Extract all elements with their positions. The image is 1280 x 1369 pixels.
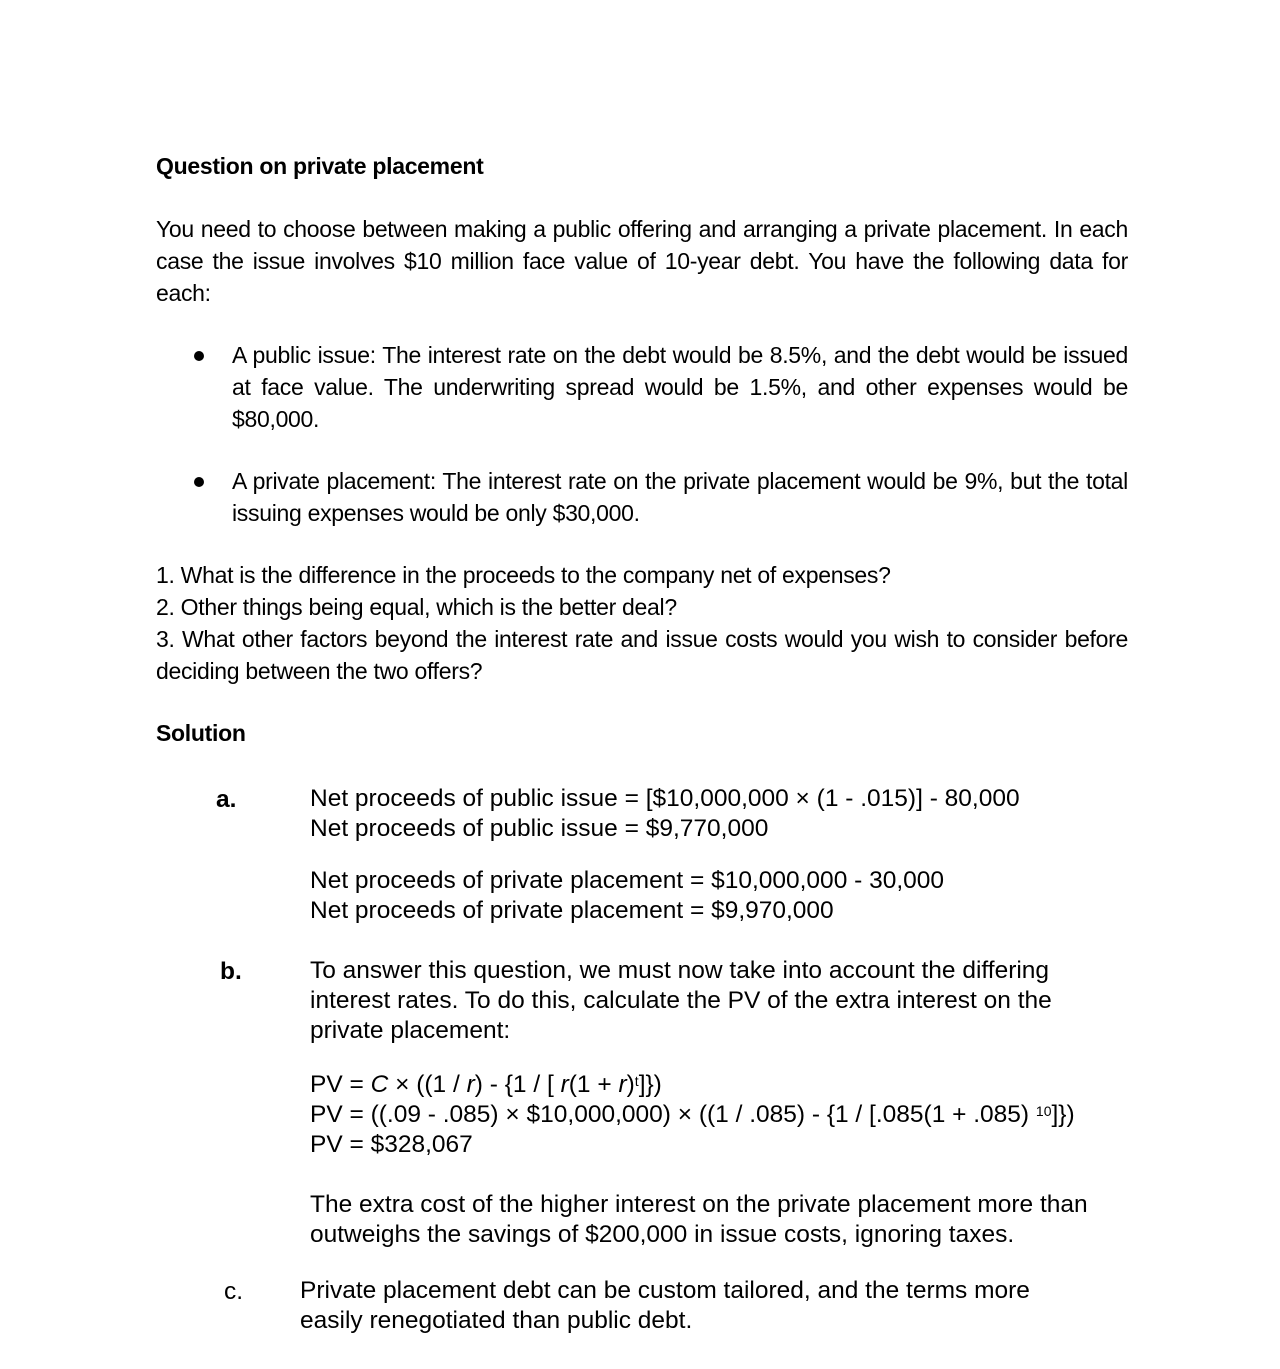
question-3: 3. What other factors beyond the interest rate and issue costs would you wish to consider before deciding between the two offers? [156, 626, 1128, 684]
solution-a-block [310, 784, 1140, 926]
solution-b-block [310, 956, 1110, 1250]
solution-label-a: a. [216, 786, 237, 813]
solution-b-conclusion: The extra cost of the higher interest on the private placement more than outweighs the savings of $200,000 in issue costs, ignoring taxes. [310, 1191, 1088, 1248]
pv-result: PV = $328,067 [310, 1131, 473, 1158]
pv-formula-general: PV = C × ((1 / r) - {1 / [ $r(1 + r)^t$]}) [310, 1071, 662, 1098]
solution-label-c: c. [224, 1278, 244, 1305]
solution-b-paragraph: To answer this question, we must now take into account the differing interest rates. To do this, calculate the PV of the extra interest on the private placement: [310, 957, 1052, 1044]
pv-formula-numeric: PV = ((.09 - .085) × $10,000,000) × ((1 / .085) - {1 / [.085(1 + .085) $^{10}$]}) [310, 1101, 1075, 1128]
solution-a-line-4: Net proceeds of private placement = $9,970,000 [310, 897, 834, 924]
solution-a-line-3: Net proceeds of private placement = $10,000,000 - 30,000 [310, 867, 945, 894]
page-title: Question on private placement [156, 153, 484, 179]
question-1: 1. What is the difference in the proceeds to the company net of expenses? [156, 562, 891, 588]
intro-paragraph: You need to choose between making a public offering and arranging a private placement. In each case the issue involves $10 million face value of 10-year debt. You have the following data for each: [156, 216, 1128, 306]
solution-c-text: Private placement debt can be custom tailored, and the terms more easily renegotiated than public debt. [300, 1277, 1030, 1334]
solution-heading: Solution [156, 720, 246, 746]
bullet-icon [194, 351, 204, 361]
question-2: 2. Other things being equal, which is the better deal? [156, 594, 677, 620]
bullet-text: A public issue: The interest rate on the debt would be 8.5%, and the debt would be issued at face value. The underwriting spread would be 1.5%, and other expenses would be $80,000. [232, 342, 1128, 432]
bullet-text: A private placement: The interest rate on the private placement would be 9%, but the total issuing expenses would be only $30,000. [232, 468, 1128, 526]
question-list [156, 559, 1128, 687]
bullet-icon [194, 477, 204, 487]
solution-a-line-1: Net proceeds of public issue = [$10,000,000 × (1 - .015)] - 80,000 [310, 785, 1020, 812]
solution-label-b: b. [220, 958, 242, 985]
solution-a-line-2: Net proceeds of public issue = $9,770,000 [310, 815, 769, 842]
